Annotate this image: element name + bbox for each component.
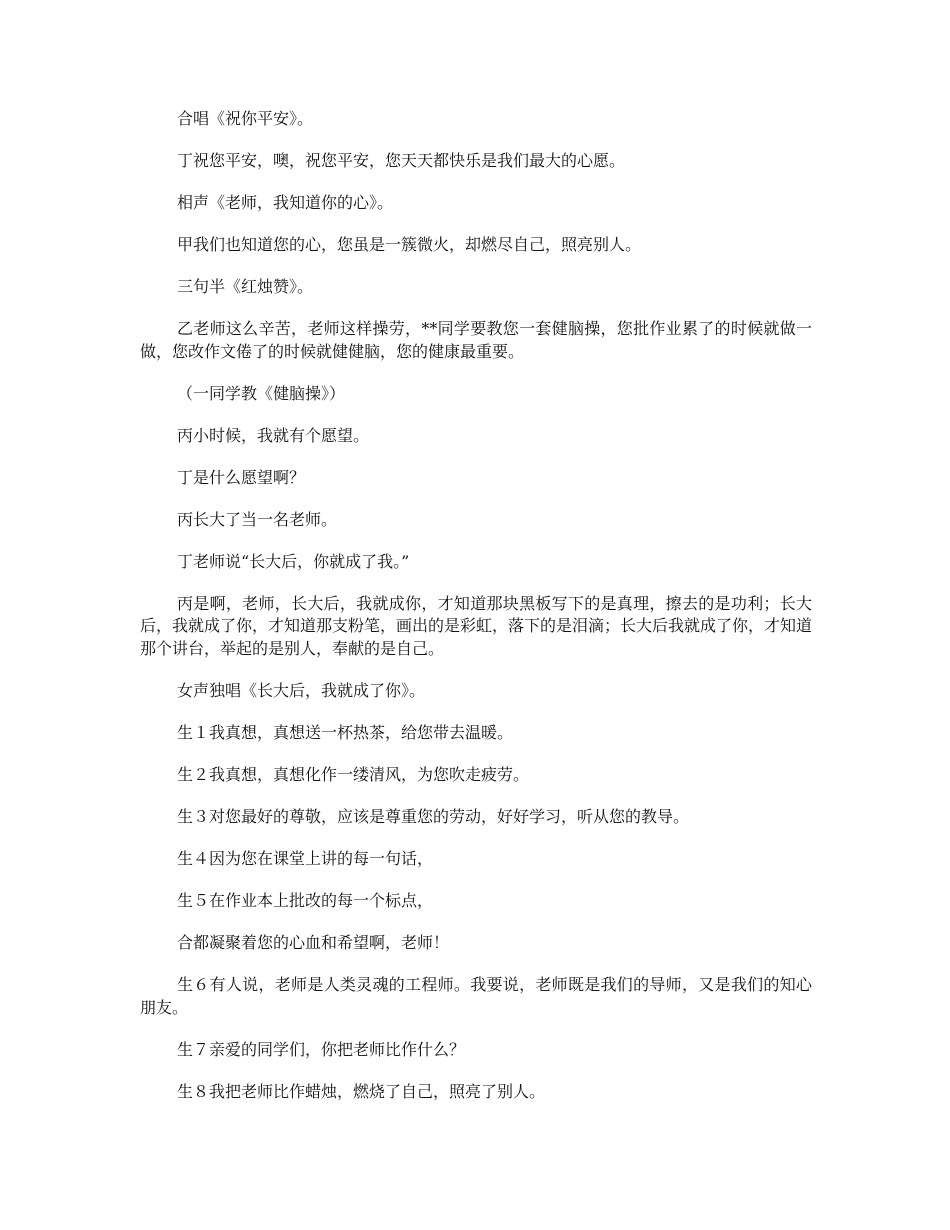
paragraph-together: 合都凝聚着您的心血和希望啊，老师！ <box>177 933 450 953</box>
paragraph-student-6: 生６有人说，老师是人类灵魂的工程师。我要说，老师既是我们的导师，又是我们的知心朋友。 <box>140 975 812 1017</box>
paragraph-student-3: 生３对您最好的尊敬，应该是尊重您的劳动，好好学习，听从您的教导。 <box>177 807 690 827</box>
paragraph-yi-line: 乙老师这么辛苦，老师这样操劳，**同学要教您一套健脑操，您批作业累了的时候就做一做，您改作文倦了的时候就健健脑，您的健康最重要。 <box>140 318 812 361</box>
paragraph-student-1: 生１我真想，真想送一杯热茶，给您带去温暖。 <box>177 723 514 743</box>
paragraph-ding-quote: 丁老师说“长大后，你就成了我。” <box>177 551 410 571</box>
paragraph-bing-long: 丙是啊，老师，长大后，我就成你，才知道那块黑板写下的是真理，擦去的是功利；长大后，我就成了你，才知道那支粉笔，画出的是彩虹，落下的是泪滴；长大后我就成了你，才知道那个讲台，举起的是别人，奉献的是自己。 <box>140 593 813 659</box>
paragraph-jia-line: 甲我们也知道您的心，您虽是一簇微火，却燃尽自己，照亮别人。 <box>177 234 642 254</box>
paragraph-ding-question: 丁是什么愿望啊？ <box>177 467 306 487</box>
paragraph-solo-title: 女声独唱《长大后，我就成了你》。 <box>177 681 426 701</box>
paragraph-student-5: 生５在作业本上批改的每一个标点， <box>177 891 434 911</box>
paragraph-ding-wish: 丁祝您平安，噢，祝您平安，您天天都快乐是我们最大的心愿。 <box>177 150 626 170</box>
paragraph-bing-answer: 丙长大了当一名老师。 <box>177 509 338 529</box>
paragraph-chorus-title: 合唱《祝你平安》。 <box>177 109 314 128</box>
paragraph-sanjuban-title: 三句半《红烛赞》。 <box>177 276 314 296</box>
document-body <box>140 108 812 1123</box>
paragraph-student-2: 生２我真想，真想化作一缕清风，为您吹走疲劳。 <box>177 765 530 785</box>
paragraph-stage-direction: （一同学教《健脑操》） <box>177 383 346 403</box>
paragraph-student-8: 生８我把老师比作蜡烛，燃烧了自己，照亮了别人。 <box>177 1081 546 1101</box>
paragraph-student-7: 生７亲爱的同学们，你把老师比作什么？ <box>177 1039 466 1059</box>
paragraph-student-4: 生４因为您在课堂上讲的每一句话， <box>177 849 434 869</box>
paragraph-crosstalk-title: 相声《老师，我知道你的心》。 <box>177 192 394 212</box>
paragraph-bing-wish: 丙小时候，我就有个愿望。 <box>177 425 370 445</box>
